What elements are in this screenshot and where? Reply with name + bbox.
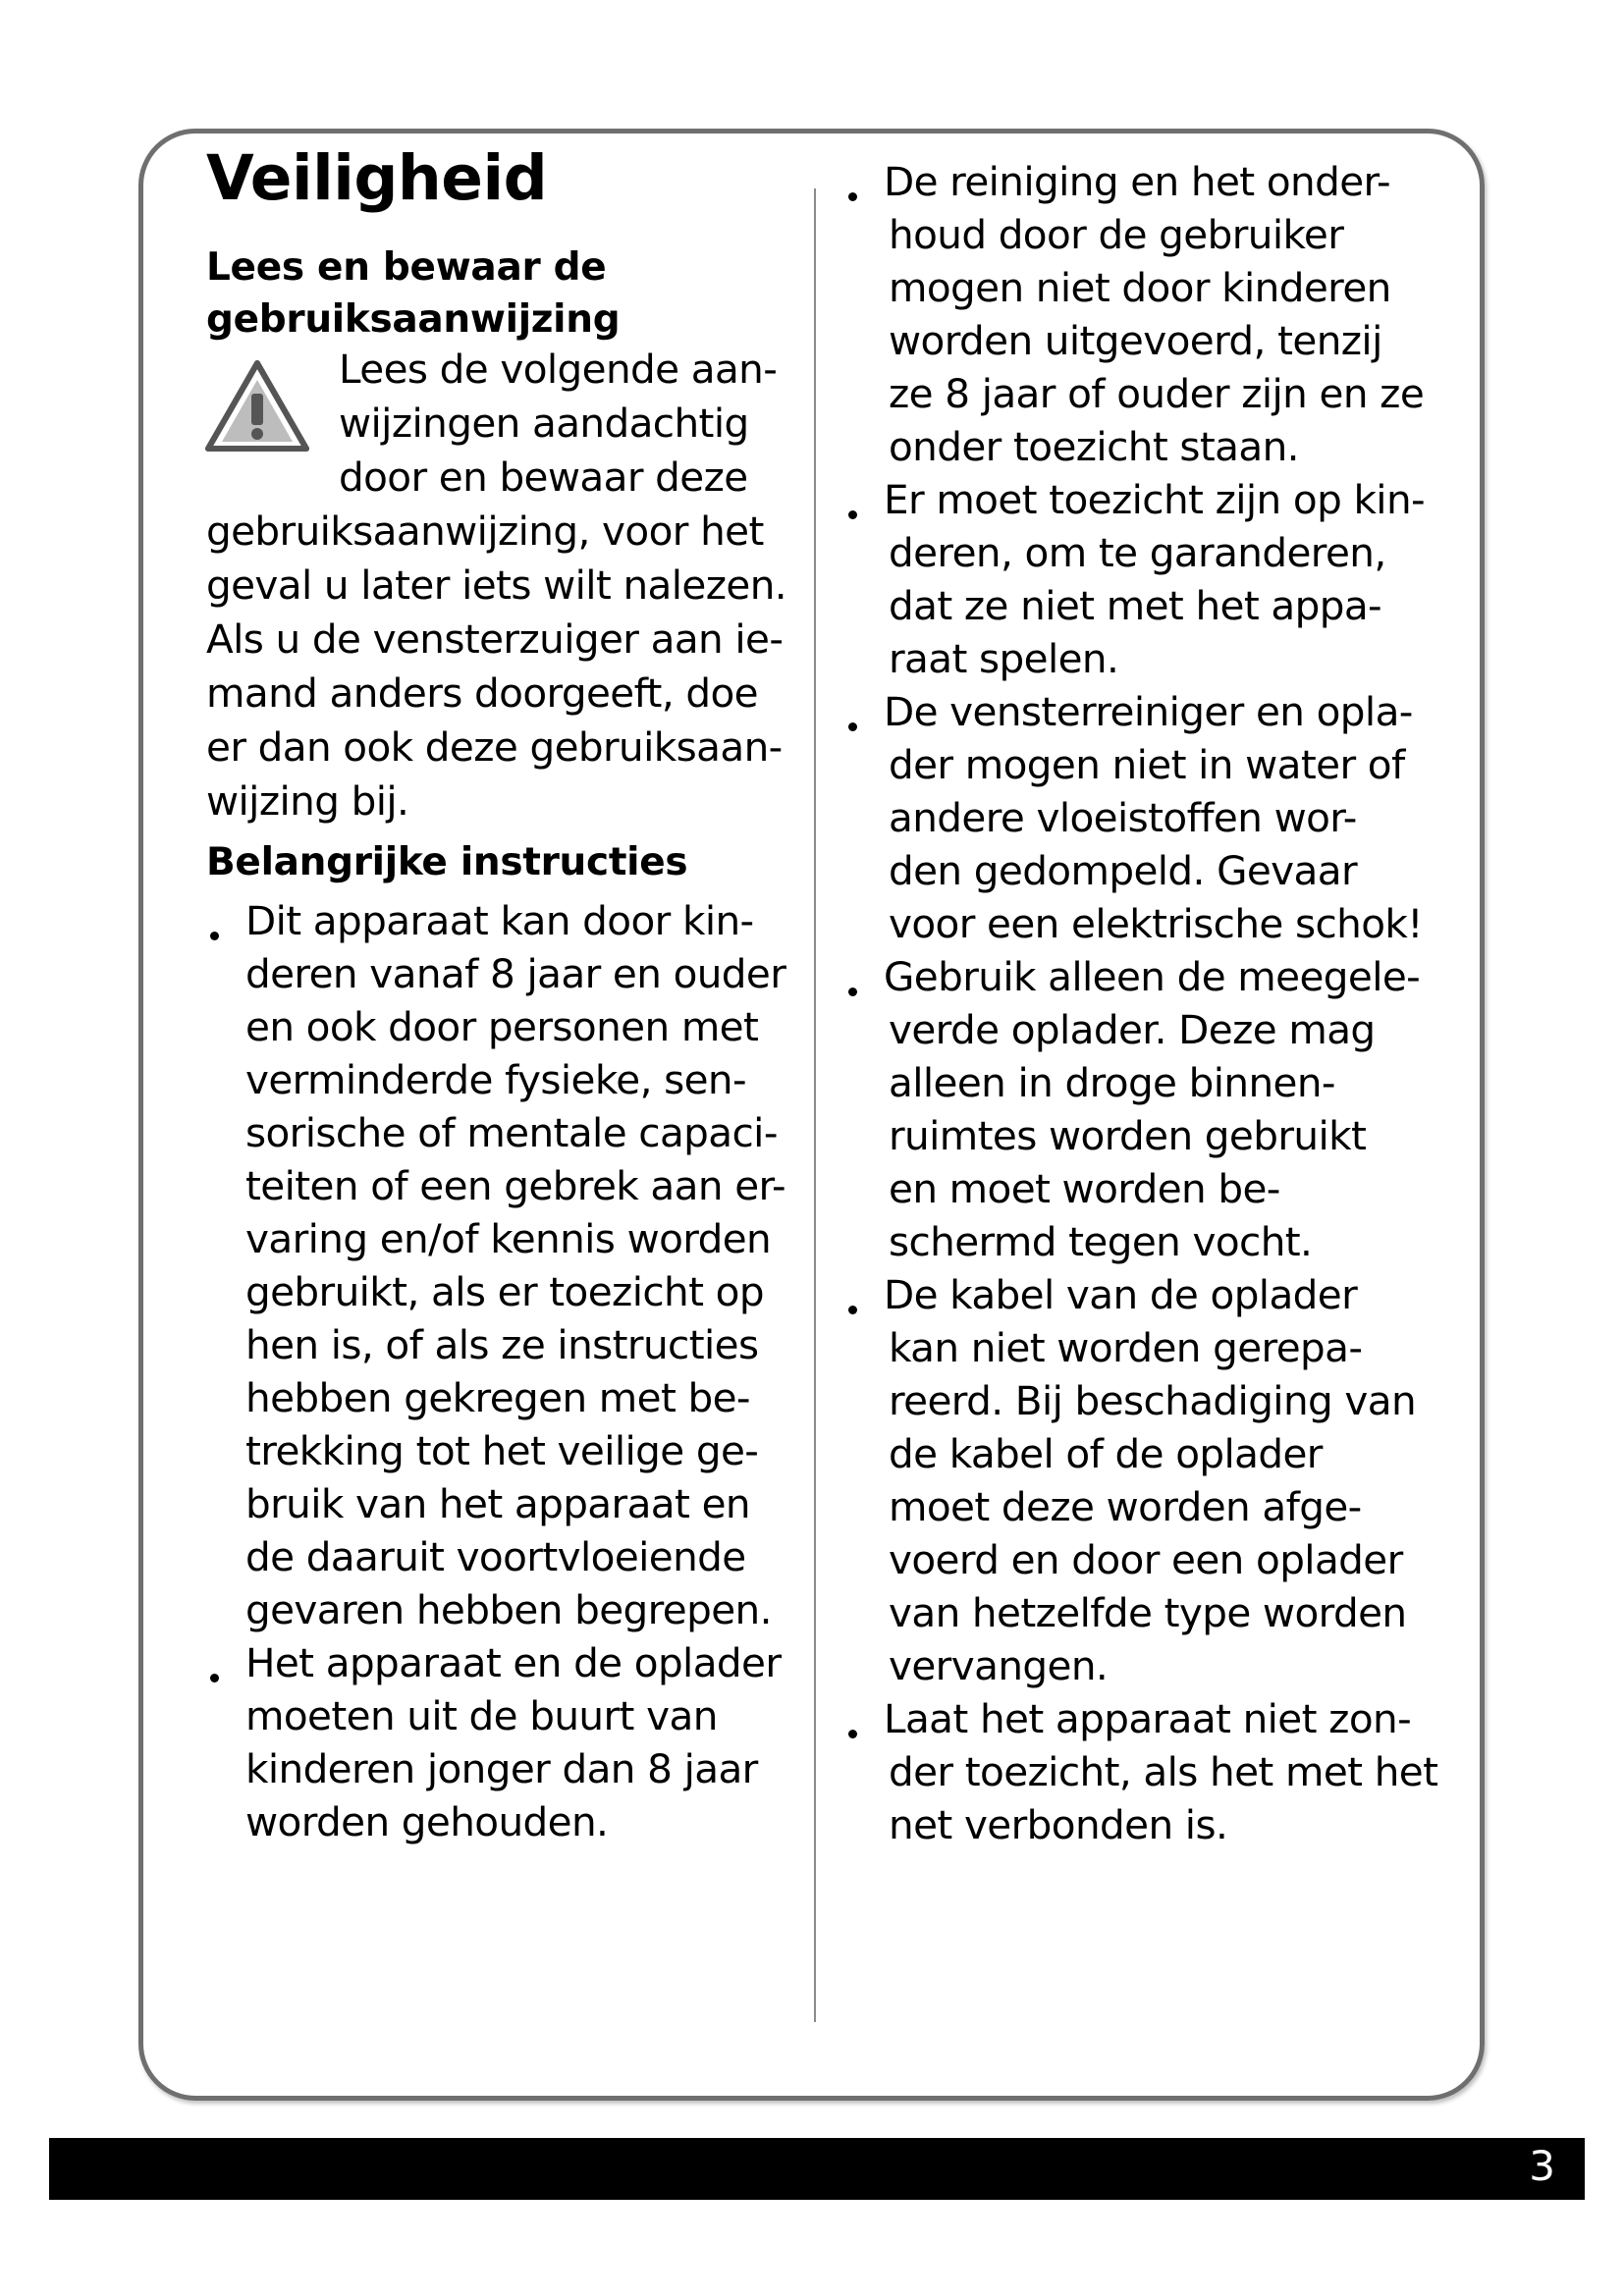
bullet-line: Gebruik alleen de meegele- — [884, 953, 1421, 1000]
bullet-line: Er moet toezicht zijn op kin- — [884, 476, 1426, 523]
bullet-line: en ook door personen met — [245, 1003, 759, 1050]
bullet-line: en moet worden be- — [889, 1165, 1280, 1212]
bullet-dot — [848, 1730, 857, 1738]
bullet-dot — [210, 1674, 219, 1682]
bullet-line: alleen in droge binnen- — [889, 1059, 1335, 1106]
bullet-line: onder toezicht staan. — [889, 423, 1299, 470]
bullet-line: kan niet worden gerepa- — [889, 1324, 1363, 1371]
bullet-line: voor een elektrische schok! — [889, 900, 1423, 947]
bullet-line: verminderde fysieke, sen- — [245, 1056, 747, 1103]
bullet-dot — [848, 722, 857, 731]
bullet-line: deren, om te garanderen, — [889, 529, 1386, 576]
body-line: Lees de volgende aan- — [339, 346, 778, 393]
bullet-line: De kabel van de oplader — [884, 1271, 1358, 1318]
section-heading-read-and-keep — [206, 241, 620, 346]
bullet-line: de daaruit voortvloeiende — [245, 1533, 746, 1580]
bullet-line: worden gehouden. — [245, 1798, 609, 1845]
bullet-line: der toezicht, als het met het — [889, 1748, 1438, 1795]
bullet-line: gebruikt, als er toezicht op — [245, 1268, 764, 1315]
bullet-line: De reiniging en het onder- — [884, 158, 1390, 205]
body-line: Als u de vensterzuiger aan ie- — [206, 615, 784, 663]
bullet-line: trekking tot het veilige ge- — [245, 1427, 759, 1474]
body-line: wijzing bij. — [206, 777, 409, 825]
bullet-line: De vensterreiniger en opla- — [884, 688, 1413, 735]
heading-line: gebruiksaanwijzing — [206, 297, 621, 342]
warning-triangle-icon — [204, 358, 310, 454]
bullet-dot — [848, 1306, 857, 1314]
bullet-line: gevaren hebben begrepen. — [245, 1586, 772, 1633]
bullet-line: net verbonden is. — [889, 1801, 1228, 1848]
bullet-line: Dit apparaat kan door kin- — [245, 897, 754, 944]
bullet-line: der mogen niet in water of — [889, 741, 1405, 788]
bullet-line: worden uitgevoerd, tenzij — [889, 317, 1382, 364]
bullet-line: ze 8 jaar of ouder zijn en ze — [889, 370, 1425, 417]
bullet-line: bruik van het apparaat en — [245, 1480, 750, 1527]
bullet-dot — [848, 510, 857, 519]
body-line: wijzingen aandachtig — [339, 400, 749, 447]
bullet-line: vervangen. — [889, 1642, 1109, 1689]
page-title: Veiligheid — [206, 142, 548, 214]
column-divider — [814, 188, 816, 2022]
bullet-line: deren vanaf 8 jaar en ouder — [245, 950, 786, 997]
bullet-line: houd door de gebruiker — [889, 211, 1344, 258]
bullet-dot — [848, 192, 857, 201]
bullet-dot — [210, 932, 219, 940]
bullet-line: varing en/of kennis worden — [245, 1215, 772, 1262]
bullet-line: teiten of een gebrek aan er- — [245, 1162, 785, 1209]
bullet-line: andere vloeistoffen wor- — [889, 794, 1357, 841]
body-line: mand anders doorgeeft, doe — [206, 669, 758, 717]
bullet-line: den gedompeld. Gevaar — [889, 847, 1358, 894]
bullet-line: Laat het apparaat niet zon- — [884, 1695, 1412, 1742]
bullet-line: moet deze worden afge- — [889, 1483, 1362, 1530]
bullet-line: verde oplader. Deze mag — [889, 1006, 1376, 1053]
body-line: er dan ook deze gebruiksaan- — [206, 723, 783, 771]
section-heading-important-instructions: Belangrijke instructies — [206, 840, 688, 884]
bullet-dot — [848, 988, 857, 996]
body-line: door en bewaar deze — [339, 454, 748, 501]
body-line: geval u later iets wilt nalezen. — [206, 561, 787, 609]
bullet-line: moeten uit de buurt van — [245, 1692, 718, 1739]
bullet-line: kinderen jonger dan 8 jaar — [245, 1745, 758, 1792]
bullet-line: schermd tegen vocht. — [889, 1218, 1313, 1265]
bullet-line: raat spelen. — [889, 635, 1119, 682]
bullet-line: van hetzelfde type worden — [889, 1589, 1407, 1636]
bullet-line: sorische of mentale capaci- — [245, 1109, 778, 1156]
bullet-line: mogen niet door kinderen — [889, 264, 1391, 311]
bullet-line: dat ze niet met het appa- — [889, 582, 1382, 629]
bullet-line: ruimtes worden gebruikt — [889, 1112, 1367, 1159]
footer-bar — [49, 2138, 1585, 2200]
bullet-line: Het apparaat en de oplader — [245, 1639, 782, 1686]
bullet-line: hen is, of als ze instructies — [245, 1321, 759, 1368]
bullet-line: hebben gekregen met be- — [245, 1374, 750, 1421]
page-number: 3 — [1529, 2142, 1555, 2190]
body-line: gebruiksaanwijzing, voor het — [206, 507, 764, 555]
heading-line: Lees en bewaar de — [206, 245, 607, 290]
bullet-line: voerd en door een oplader — [889, 1536, 1403, 1583]
bullet-line: reerd. Bij beschadiging van — [889, 1377, 1417, 1424]
bullet-line: de kabel of de oplader — [889, 1430, 1323, 1477]
